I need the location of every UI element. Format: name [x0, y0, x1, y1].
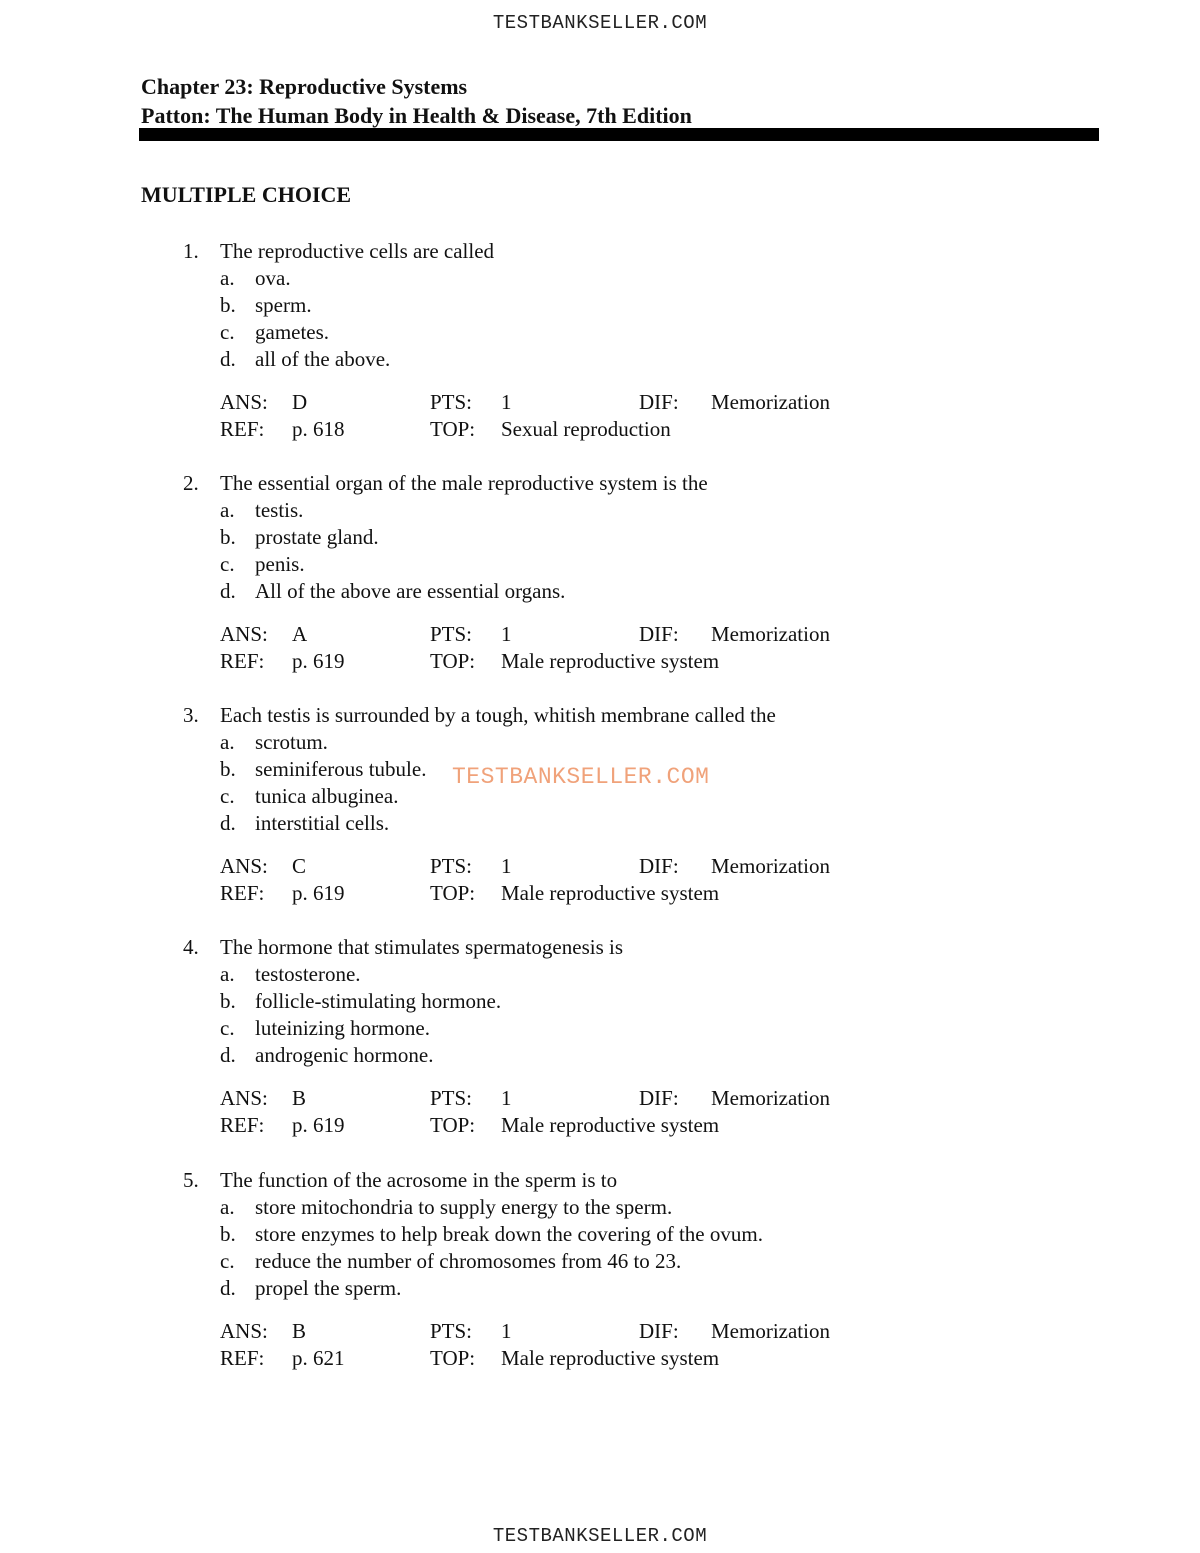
question-text: The hormone that stimulates spermatogenesis is — [220, 935, 623, 959]
question-1 — [183, 238, 883, 443]
question-5 — [183, 1167, 883, 1372]
option-letter: a. — [220, 498, 235, 522]
question-stem — [183, 238, 883, 265]
dif-value: Memorization — [711, 390, 830, 414]
pts-value: 1 — [501, 854, 512, 878]
ref-value: p. 618 — [292, 417, 345, 441]
ans-value: C — [292, 854, 307, 878]
ref-label: REF: — [220, 1346, 265, 1370]
answer-options — [183, 265, 883, 373]
ref-label: REF: — [220, 417, 265, 441]
answer-option — [183, 292, 883, 319]
option-text: gametes. — [255, 320, 330, 344]
answer-option — [183, 319, 883, 346]
option-letter: b. — [220, 293, 236, 317]
option-letter: c. — [220, 320, 235, 344]
option-letter: d. — [220, 347, 236, 371]
answer-metadata — [183, 621, 883, 675]
option-letter: a. — [220, 1195, 235, 1219]
option-text: testosterone. — [255, 962, 361, 986]
ans-label: ANS: — [220, 854, 268, 878]
option-text: propel the sperm. — [255, 1276, 402, 1300]
pts-label: PTS: — [430, 622, 473, 646]
option-letter: a. — [220, 266, 235, 290]
option-letter: a. — [220, 962, 235, 986]
top-label: TOP: — [430, 881, 476, 905]
option-text: follicle-stimulating hormone. — [255, 989, 502, 1013]
top-value: Male reproductive system — [501, 1113, 720, 1137]
option-text: scrotum. — [255, 730, 328, 754]
question-text: The essential organ of the male reproductive system is the — [220, 471, 708, 495]
option-letter: d. — [220, 811, 236, 835]
pts-value: 1 — [501, 1319, 512, 1343]
question-number: 1. — [183, 239, 199, 263]
question-stem — [183, 934, 883, 961]
option-text: seminiferous tubule. — [255, 757, 427, 781]
top-value: Male reproductive system — [501, 1346, 720, 1370]
reference-row — [183, 880, 883, 907]
answer-option — [183, 1221, 883, 1248]
option-letter: b. — [220, 525, 236, 549]
top-value: Male reproductive system — [501, 649, 720, 673]
answer-option — [183, 729, 883, 756]
ans-value: B — [292, 1319, 307, 1343]
top-label: TOP: — [430, 417, 476, 441]
question-text: The function of the acrosome in the sperm is to — [220, 1168, 618, 1192]
option-text: testis. — [255, 498, 304, 522]
option-text: tunica albuginea. — [255, 784, 399, 808]
option-letter: d. — [220, 579, 236, 603]
top-label: TOP: — [430, 649, 476, 673]
option-text: All of the above are essential organs. — [255, 579, 566, 603]
answer-option — [183, 265, 883, 292]
question-number: 3. — [183, 703, 199, 727]
ans-value: D — [292, 390, 308, 414]
answer-option — [183, 497, 883, 524]
option-letter: a. — [220, 730, 235, 754]
option-text: prostate gland. — [255, 525, 379, 549]
ref-value: p. 619 — [292, 1113, 345, 1137]
dif-label: DIF: — [639, 622, 679, 646]
option-text: androgenic hormone. — [255, 1043, 434, 1067]
question-text: Each testis is surrounded by a tough, whitish membrane called the — [220, 703, 776, 727]
ref-value: p. 621 — [292, 1346, 345, 1370]
answer-option — [183, 1248, 883, 1275]
dif-label: DIF: — [639, 854, 679, 878]
option-letter: d. — [220, 1276, 236, 1300]
option-letter: c. — [220, 1016, 235, 1040]
ans-label: ANS: — [220, 622, 268, 646]
option-letter: b. — [220, 1222, 236, 1246]
answer-option — [183, 346, 883, 373]
answer-option — [183, 961, 883, 988]
question-number: 4. — [183, 935, 199, 959]
reference-row — [183, 416, 883, 443]
answer-metadata — [183, 1318, 883, 1372]
question-stem — [183, 1167, 883, 1194]
pts-label: PTS: — [430, 1319, 473, 1343]
answer-option — [183, 988, 883, 1015]
answer-option — [183, 1015, 883, 1042]
section-title: MULTIPLE CHOICE — [141, 182, 352, 207]
top-value: Male reproductive system — [501, 881, 720, 905]
option-letter: b. — [220, 757, 236, 781]
answer-option — [183, 551, 883, 578]
ans-label: ANS: — [220, 1319, 268, 1343]
option-text: ova. — [255, 266, 291, 290]
option-text: all of the above. — [255, 347, 391, 371]
dif-value: Memorization — [711, 854, 830, 878]
option-letter: c. — [220, 552, 235, 576]
dif-value: Memorization — [711, 1319, 830, 1343]
option-text: reduce the number of chromosomes from 46 to 23. — [255, 1249, 682, 1273]
option-letter: c. — [220, 784, 235, 808]
reference-row — [183, 648, 883, 675]
answer-row — [183, 1085, 883, 1112]
answer-option — [183, 1275, 883, 1302]
answer-options — [183, 961, 883, 1069]
answer-option — [183, 1194, 883, 1221]
answer-option — [183, 1042, 883, 1069]
pts-label: PTS: — [430, 1086, 473, 1110]
question-stem — [183, 470, 883, 497]
answer-metadata — [183, 853, 883, 907]
dif-label: DIF: — [639, 1086, 679, 1110]
top-label: TOP: — [430, 1113, 476, 1137]
pts-value: 1 — [501, 622, 512, 646]
question-3 — [183, 702, 883, 907]
option-text: interstitial cells. — [255, 811, 390, 835]
watermark-middle: TESTBANKSELLER.COM — [452, 764, 710, 790]
dif-label: DIF: — [639, 1319, 679, 1343]
answer-option — [183, 578, 883, 605]
answer-options — [183, 497, 883, 605]
answer-row — [183, 853, 883, 880]
answer-option — [183, 810, 883, 837]
top-label: TOP: — [430, 1346, 476, 1370]
question-text: The reproductive cells are called — [220, 239, 495, 263]
answer-metadata — [183, 389, 883, 443]
answer-metadata — [183, 1085, 883, 1139]
ref-label: REF: — [220, 881, 265, 905]
dif-value: Memorization — [711, 1086, 830, 1110]
question-number: 2. — [183, 471, 199, 495]
ref-label: REF: — [220, 649, 265, 673]
ref-label: REF: — [220, 1113, 265, 1137]
reference-row — [183, 1112, 883, 1139]
answer-row — [183, 389, 883, 416]
option-text: store mitochondria to supply energy to the sperm. — [255, 1195, 673, 1219]
option-text: penis. — [255, 552, 305, 576]
pts-label: PTS: — [430, 854, 473, 878]
ref-value: p. 619 — [292, 649, 345, 673]
dif-label: DIF: — [639, 390, 679, 414]
answer-row — [183, 621, 883, 648]
answer-option — [183, 524, 883, 551]
book-title: Patton: The Human Body in Health & Disease, 7th Edition — [141, 103, 692, 128]
top-value: Sexual reproduction — [501, 417, 671, 441]
question-stem — [183, 702, 883, 729]
watermark-top: TESTBANKSELLER.COM — [492, 12, 708, 34]
answer-row — [183, 1318, 883, 1345]
option-text: sperm. — [255, 293, 312, 317]
question-2 — [183, 470, 883, 675]
ref-value: p. 619 — [292, 881, 345, 905]
option-letter: c. — [220, 1249, 235, 1273]
document-header — [141, 72, 1099, 130]
question-4 — [183, 934, 883, 1139]
option-text: luteinizing hormone. — [255, 1016, 430, 1040]
ans-value: B — [292, 1086, 307, 1110]
header-rule — [139, 128, 1099, 141]
watermark-bottom: TESTBANKSELLER.COM — [492, 1525, 708, 1547]
question-number: 5. — [183, 1168, 199, 1192]
answer-options — [183, 1194, 883, 1302]
option-letter: d. — [220, 1043, 236, 1067]
reference-row — [183, 1345, 883, 1372]
pts-value: 1 — [501, 390, 512, 414]
chapter-title: Chapter 23: Reproductive Systems — [141, 74, 468, 99]
pts-label: PTS: — [430, 390, 473, 414]
dif-value: Memorization — [711, 622, 830, 646]
ans-label: ANS: — [220, 390, 268, 414]
pts-value: 1 — [501, 1086, 512, 1110]
option-text: store enzymes to help break down the covering of the ovum. — [255, 1222, 763, 1246]
ans-value: A — [292, 622, 308, 646]
ans-label: ANS: — [220, 1086, 268, 1110]
option-letter: b. — [220, 989, 236, 1013]
